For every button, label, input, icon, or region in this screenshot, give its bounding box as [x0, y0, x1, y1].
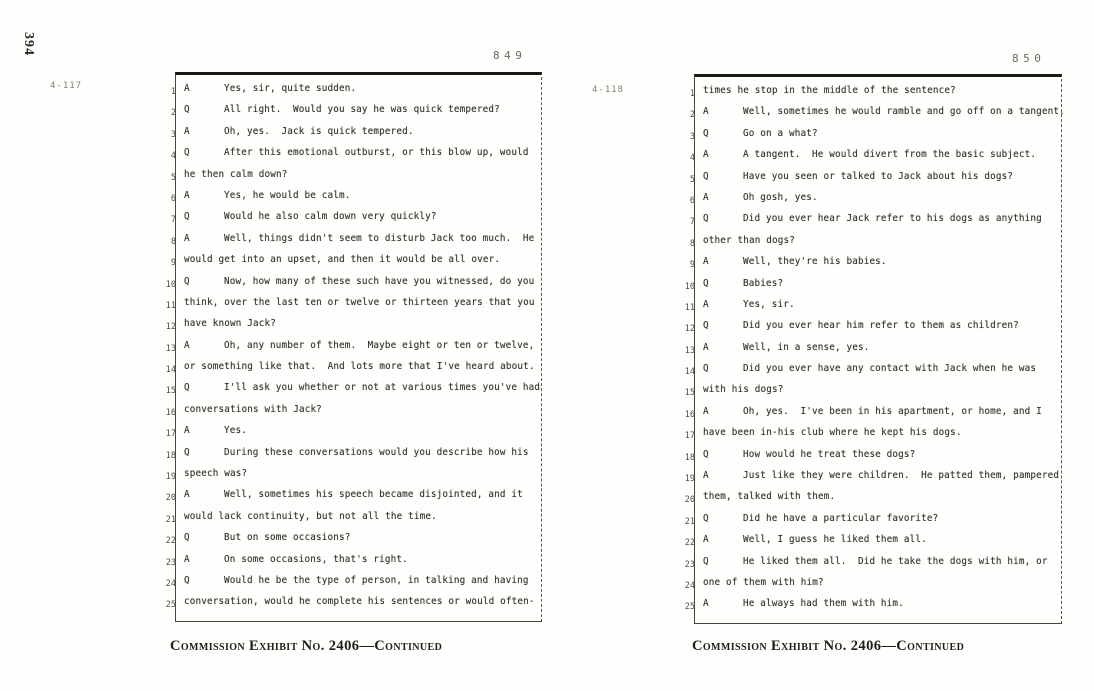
line-text: have known Jack? [184, 318, 276, 330]
line-text: have been in-his club where he kept his dogs. [703, 427, 962, 439]
transcript-line [165, 532, 539, 553]
line-number: 19 [165, 472, 176, 483]
line-text: or something like that. And lots more that I've heard about. [184, 361, 535, 373]
line-text: Oh, any number of them. Maybe eight or ten or twelve, [224, 339, 535, 351]
line-text: Well, I guess he liked them all. [743, 534, 927, 546]
line-number: 2 [689, 110, 695, 121]
line-number: 7 [170, 215, 176, 226]
line-number: 16 [165, 407, 176, 418]
speaker-letter: Q [184, 532, 190, 544]
transcript-line [684, 555, 1059, 577]
exhibit-caption-left: Commission Exhibit No. 2406—Continued [170, 638, 443, 654]
speaker-letter: A [703, 470, 709, 482]
transcript-line [170, 211, 539, 232]
line-number: 9 [170, 258, 176, 269]
speaker-letter: A [184, 339, 190, 351]
line-text: Go on a what? [743, 127, 818, 139]
line-text: Yes, he would be calm. [224, 189, 351, 201]
transcript-page-box-right [684, 74, 1065, 624]
line-text: Have you seen or talked to Jack about his dogs? [743, 170, 1014, 182]
line-text: Did you ever have any contact with Jack when he was [743, 363, 1037, 375]
line-number: 15 [684, 388, 695, 399]
transcript-line [684, 576, 1059, 598]
speaker-letter: A [184, 553, 190, 565]
line-text: During these conversations would you describe how his [224, 446, 529, 458]
line-number: 23 [684, 559, 695, 570]
line-number: 5 [689, 174, 695, 185]
line-number: 10 [684, 281, 695, 292]
line-number: 22 [165, 536, 176, 547]
line-number: 13 [165, 343, 176, 354]
line-text: All right. Would you say he was quick tempered? [224, 104, 500, 116]
line-text: would get into an upset, and then it would be all over. [184, 254, 501, 266]
transcript-line [684, 427, 1059, 448]
line-number: 11 [684, 302, 695, 313]
transcript-line [170, 254, 539, 275]
speaker-letter: Q [184, 147, 190, 159]
transcript-line [165, 489, 539, 510]
margin-label-right-page: 4-118 [592, 85, 625, 95]
line-text: Oh, yes. I've been in his apartment, or home, and I [743, 405, 1042, 417]
transcript-line [684, 341, 1059, 363]
page-number-left: 849 [493, 49, 527, 62]
speaker-letter: A [703, 256, 709, 268]
speaker-letter: Q [703, 127, 709, 139]
transcript-line [165, 574, 539, 596]
speaker-letter: A [703, 341, 709, 353]
line-text: Well, sometimes his speech became disjointed, and it [224, 489, 523, 501]
speaker-letter: A [703, 106, 709, 118]
line-number: 11 [165, 300, 176, 311]
speaker-letter: A [703, 534, 709, 546]
speaker-letter: A [184, 489, 190, 501]
line-number: 24 [165, 578, 176, 589]
line-number: 1 [170, 87, 176, 97]
line-number: 21 [165, 514, 176, 525]
line-number: 3 [170, 129, 176, 140]
transcript-lines-right [684, 77, 1065, 620]
line-number: 17 [165, 429, 176, 440]
transcript-line [684, 598, 1059, 619]
transcript-line [684, 405, 1059, 427]
line-number: 5 [170, 172, 176, 183]
line-number: 24 [684, 580, 695, 591]
line-text: Yes. [224, 425, 247, 437]
speaker-letter: Q [703, 555, 709, 567]
transcript-line [689, 106, 1065, 127]
transcript-line [684, 363, 1059, 384]
line-number: 17 [684, 431, 695, 442]
transcript-line [165, 382, 541, 403]
line-text: other than dogs? [703, 234, 795, 246]
speaker-letter: A [184, 425, 190, 437]
line-text: On some occasions, that's right. [224, 553, 408, 565]
line-text: with his dogs? [703, 384, 784, 396]
line-number: 6 [170, 193, 176, 204]
transcript-line [165, 296, 539, 318]
line-number: 6 [689, 195, 695, 206]
line-text: times he stop in the middle of the sentence? [703, 85, 956, 96]
transcript-line [684, 491, 1059, 512]
line-text: conversations with Jack? [184, 403, 322, 415]
speaker-letter: Q [184, 104, 190, 116]
line-number: 4 [170, 151, 176, 162]
line-text: think, over the last ten or twelve or thirteen years that you [184, 296, 535, 308]
speaker-letter: Q [703, 448, 709, 460]
line-text: How would he treat these dogs? [743, 448, 916, 460]
transcript-line [170, 104, 539, 125]
transcript-line [684, 277, 1059, 299]
line-number: 10 [165, 279, 176, 290]
speaker-letter: Q [184, 211, 190, 223]
line-number: 15 [165, 386, 176, 397]
speaker-letter: A [184, 83, 190, 94]
line-number: 25 [684, 602, 695, 613]
transcript-line [165, 446, 539, 468]
line-text: conversation, would he complete his sentences or would often- [184, 596, 535, 608]
line-text: would lack continuity, but not all the time. [184, 510, 437, 522]
line-number: 13 [684, 345, 695, 356]
transcript-line [165, 361, 539, 382]
line-text: them, talked with them. [703, 491, 836, 503]
transcript-lines-left [165, 75, 541, 618]
transcript-page-box-left [165, 72, 542, 622]
transcript-line [170, 189, 539, 211]
line-text: Well, in a sense, yes. [743, 341, 870, 353]
transcript-line [170, 125, 539, 147]
transcript-line [170, 232, 539, 254]
transcript-line [684, 384, 1059, 405]
line-text: Yes, sir, quite sudden. [224, 83, 357, 94]
line-number: 4 [689, 153, 695, 164]
page-number-right: 850 [1012, 52, 1046, 65]
speaker-letter: Q [703, 277, 709, 289]
exhibit-caption-right: Commission Exhibit No. 2406—Continued [692, 638, 965, 654]
transcript-line [165, 553, 539, 575]
speaker-letter: A [703, 191, 709, 203]
speaker-letter: Q [184, 275, 190, 287]
speaker-letter: A [184, 189, 190, 201]
line-text: Babies? [743, 277, 784, 289]
transcript-line [684, 512, 1059, 534]
line-number: 14 [165, 365, 176, 376]
transcript-line [165, 468, 539, 489]
line-text: Did he have a particular favorite? [743, 512, 939, 524]
transcript-line [165, 425, 539, 446]
transcript-line [165, 403, 539, 425]
line-text: Oh gosh, yes. [743, 191, 818, 203]
line-number: 8 [170, 236, 176, 247]
line-text: He always had them with him. [743, 598, 904, 610]
speaker-letter: A [703, 405, 709, 417]
line-number: 14 [684, 367, 695, 378]
line-text: Well, things didn't seem to disturb Jack too much. He [224, 232, 535, 244]
speaker-letter: Q [703, 213, 709, 225]
speaker-letter: A [184, 125, 190, 137]
speaker-letter: Q [184, 446, 190, 458]
line-text: Did you ever hear Jack refer to his dogs as anything [743, 213, 1042, 225]
line-number: 20 [165, 493, 176, 504]
speaker-letter: A [184, 232, 190, 244]
line-text: He liked them all. Did he take the dogs with him, or [743, 555, 1048, 567]
line-text: Now, how many of these such have you witnessed, do you [224, 275, 535, 287]
line-text: he then calm down? [184, 168, 288, 180]
transcript-line [684, 534, 1059, 555]
line-text: I'll ask you whether or not at various times you've had [224, 382, 541, 394]
line-text: After this emotional outburst, or this blow up, would [224, 147, 529, 159]
line-number: 9 [689, 260, 695, 271]
transcript-line [165, 596, 539, 617]
line-text: Would he be the type of person, in talking and having [224, 574, 529, 586]
transcript-line [684, 470, 1060, 491]
line-text: A tangent. He would divert from the basic subject. [743, 149, 1037, 161]
folio-number-rotated: 394 [21, 32, 36, 56]
transcript-line [689, 127, 1059, 149]
line-number: 1 [689, 89, 695, 99]
line-text: Yes, sir. [743, 298, 795, 310]
line-number: 12 [684, 324, 695, 335]
speaker-letter: Q [184, 382, 190, 394]
line-text: one of them with him? [703, 576, 824, 588]
transcript-line [689, 234, 1059, 256]
transcript-line [689, 213, 1059, 234]
line-text: Oh, yes. Jack is quick tempered. [224, 125, 414, 137]
line-number: 25 [165, 600, 176, 611]
line-text: Would he also calm down very quickly? [224, 211, 437, 223]
transcript-line [170, 83, 539, 104]
line-text: Well, they're his babies. [743, 256, 887, 268]
line-text: Did you ever hear him refer to them as children? [743, 320, 1019, 332]
transcript-line [165, 339, 539, 361]
line-number: 19 [684, 474, 695, 485]
speaker-letter: A [703, 298, 709, 310]
transcript-line [689, 170, 1059, 192]
transcript-line [165, 275, 539, 297]
line-number: 16 [684, 409, 695, 420]
line-number: 21 [684, 516, 695, 527]
speaker-letter: A [703, 149, 709, 161]
margin-label-left-page: 4-117 [50, 81, 83, 91]
speaker-letter: Q [703, 363, 709, 375]
transcript-line [684, 320, 1059, 341]
transcript-line [684, 298, 1059, 320]
line-number: 2 [170, 108, 176, 119]
transcript-line [165, 510, 539, 532]
transcript-line [170, 168, 539, 190]
line-text: Just like they were children. He patted them, pampered [743, 470, 1060, 482]
transcript-line [170, 147, 539, 168]
line-text: Well, sometimes he would ramble and go off on a tangent. [743, 106, 1065, 118]
speaker-letter: Q [184, 574, 190, 586]
line-number: 22 [684, 538, 695, 549]
speaker-letter: Q [703, 170, 709, 182]
line-number: 23 [165, 557, 176, 568]
line-number: 20 [684, 495, 695, 506]
transcript-line [689, 149, 1059, 170]
speaker-letter: Q [703, 512, 709, 524]
transcript-line [165, 318, 539, 339]
transcript-line [689, 191, 1059, 213]
line-text: But on some occasions? [224, 532, 351, 544]
line-number: 18 [165, 450, 176, 461]
line-number: 12 [165, 322, 176, 333]
line-number: 8 [689, 238, 695, 249]
speaker-letter: A [703, 598, 709, 610]
transcript-line [684, 448, 1059, 470]
transcript-line [689, 85, 1059, 106]
speaker-letter: Q [703, 320, 709, 332]
line-number: 3 [689, 131, 695, 142]
line-number: 7 [689, 217, 695, 228]
transcript-line [689, 256, 1059, 277]
line-number: 18 [684, 452, 695, 463]
line-text: speech was? [184, 468, 248, 480]
